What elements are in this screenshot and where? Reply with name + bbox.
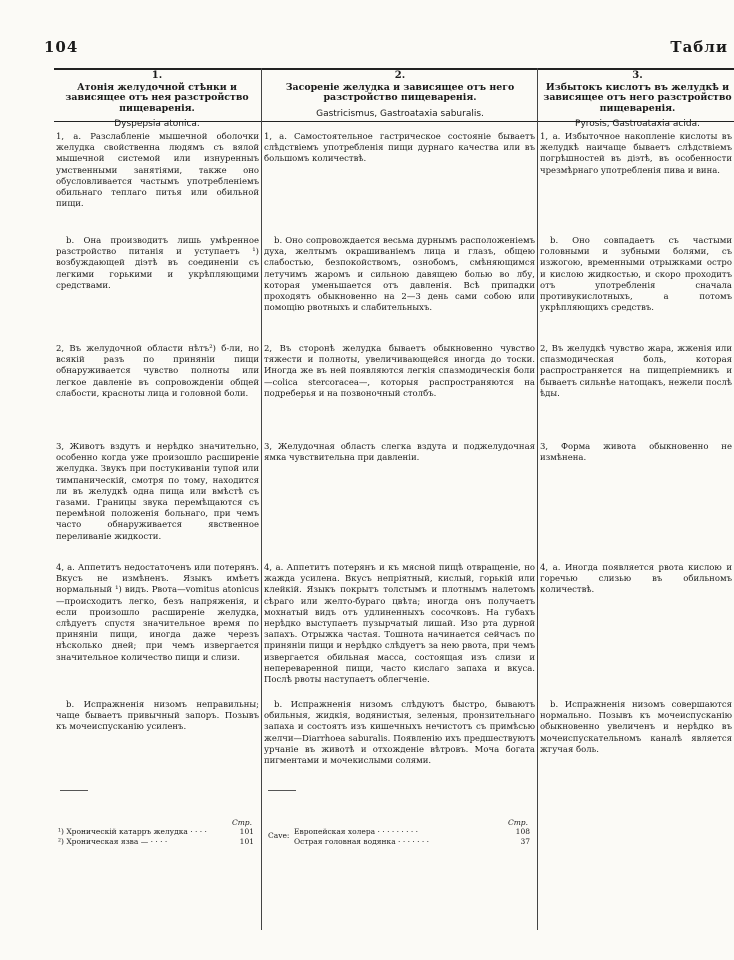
- column-divider: [261, 68, 262, 930]
- table-cell: 4, a. Иногда появляется рвота кислою и горечью слизью въ обильномъ количествѣ.: [540, 563, 732, 596]
- footnote-page: 101: [239, 836, 254, 846]
- table-cell: b. Оно совпадаетъ съ частыми головными и зубными болями, съ изжогою, временными отрыжками остро и кислою жидкостью, и скоро проходитъ отъ употребленія сначала противукислотныхъ, а потомъ укрѣпляющихъ средствъ.: [540, 236, 732, 314]
- footnote-text: ¹) Хроническій катарръ желудка · · · ·: [58, 827, 207, 837]
- cave-block: [268, 827, 530, 846]
- table-cell: 2, Въ желудкѣ чувство жара, жженія или спазмодическая боль, которая распространяется на пищепріемникъ и бываетъ сильнѣе натощакъ, нежели послѣ ѣды.: [540, 344, 732, 399]
- footnote-item: [294, 827, 530, 836]
- footnote-text: Европейская холера · · · · · · · · ·: [294, 827, 419, 837]
- column-divider: [537, 68, 538, 930]
- page-ref-label: Стр.: [231, 818, 252, 827]
- footnote-page: 108: [515, 827, 530, 837]
- table-cell: b. Она производитъ лишь умѣренное разстройство питанія и уступаетъ ¹) возбуждающей діэтѣ въ соединеніи съ легкими горькими и укрѣпляющими средствами.: [56, 236, 259, 291]
- symptom-table: [54, 68, 734, 960]
- table-cell: 3, Животъ вздутъ и нерѣдко значительно, особенно когда уже произошло расширеніе желудка. Звукъ при постукиваніи тупой или тимпаническій, смотря по тому, находится ли въ желудкѣ одна пища или вмѣстѣ съ газами. Границы звука перемѣщаются съ перемѣной положенія больнаго, при чемъ часто обнаруживается явственное переливаніе жидкости.: [56, 442, 259, 542]
- cave-entries: [294, 827, 530, 846]
- footnotes-right: [268, 818, 530, 846]
- table-cell: b. Испражненія низомъ неправильны; чаще бываетъ привычный запоръ. Позывъ къ мочеиспусканію усиленъ.: [56, 700, 259, 733]
- running-head: Табли: [670, 38, 728, 56]
- table-cell: 1, a. Самостоятельное гастрическое состояніе бываетъ слѣдствіемъ употребленія пищи дурнаго качества или въ большомъ количествѣ.: [264, 132, 535, 165]
- table-cell: b. Испражненія низомъ слѣдуютъ быстро, бываютъ обильныя, жидкія, водянистыя, зеленыя, пронзительнаго запаха и состоятъ изъ кишечныхъ нечистотъ съ примѣсью желчи—Diarrhoea saburalis. Появленію ихъ предшествуютъ урчаніе въ животѣ и отхожденіе вѣтровъ. Моча богата пигментами и мочекислыми солями.: [264, 700, 535, 767]
- table-cell: 3, Форма живота обыкновенно не измѣнена.: [540, 442, 732, 464]
- table-cell: 2, Въ желудочной области нѣтъ²) б-ли, но всякій разъ по приняніи пищи обнаруживается чувство полноты или легкое давленіе въ сопровожденіи общей слабости, красноты лица и головной боли.: [56, 344, 259, 399]
- footnote-rule: [60, 790, 88, 791]
- column-heading-2: [266, 71, 534, 119]
- table-cell: 1, a. Разслабленіе мышечной оболочки желудка свойственна людямъ съ вялой мышечной системой или изнуренныъ умственными занятіями, также оно обусловливается частымъ употребленіемъ обильнаго теплаго питья или обильной пищи.: [56, 132, 259, 210]
- table-cell: 4, a. Аппетитъ потерянъ и къ мясной пищѣ отвращеніе, но жажда усилена. Вкусъ непріятный, кислый, горькій или клейкій. Языкъ покрытъ толстымъ и плотнымъ налетомъ сѣраго или желто-бураго цвѣта; иногда онъ получаетъ мохнатый видъ отъ удлиненныхъ сосочковъ. На губахъ нерѣдко выступаетъ пузырчатый лишай. Изо рта дурной запахъ. Отрыжка частая. Тошнота начинается сейчасъ по приняніи пищи и нерѣдко слѣдуетъ за нею рвота, при чемъ извергается обильная масса, состоящая изъ слизи и непереваренной пищи, часто кислаго запаха и вкуса. Послѣ рвоты наступаетъ облегченіе.: [264, 563, 535, 686]
- table-cell: 1, a. Избыточное накопленіе кислоты въ желудкѣ наичаще бываетъ слѣдствіемъ погрѣшностей въ діэтѣ, въ особенности чрезмѣрнаго употребленія пива и вина.: [540, 132, 732, 176]
- table-cell: 4, a. Аппетитъ недостаточенъ или потерянъ. Вкусъ не измѣненъ. Языкъ имѣетъ нормальный ¹) видъ. Рвота—vomitus atonicus—происходитъ легко, безъ напряженія, и если произошло расширеніе желудка, слѣдуетъ спустя значительное время по приняніи пищи, иногда даже черезъ нѣсколько дней; при чемъ извергается значительное количество пищи и слизи.: [56, 563, 259, 663]
- column-title: Избытокъ кислотъ въ желудкѣ и зависящее отъ него разстройство пищеваренія.: [543, 81, 732, 114]
- column-number: 3.: [632, 70, 643, 81]
- table-cell: b. Оно сопровождается весьма дурнымъ расположеніемъ духа, желтымъ окрашиваніемъ лица и глазъ, общею слабостью, безпокойствомъ, ознобомъ, смѣняющимся летучимъ жаромъ и сильною давящею болью во лбу, которая уменьшается отъ давленія. Всѣ припадки проходятъ обыкновенно на 2—3 день сами собою или помощію рвотныхъ и слабительныхъ.: [264, 236, 535, 314]
- column-number: 2.: [394, 70, 406, 81]
- footnote-item: [58, 837, 254, 846]
- table-cell: 3, Желудочная область слегка вздута и поджелудочная ямка чувствительна при давленіи.: [264, 442, 535, 464]
- table-cell: 2, Въ сторонѣ желудка бываетъ обыкновенно чувство тяжести и полноты, увеличивающейся иногда до тоски. Иногда же въ ней появляются легкія спазмодическія боли—colica stercoracea—, которыя распространяются на подреберья и на позвоночный столбъ.: [264, 344, 535, 399]
- footnote-text: ²) Хроническая язва — · · · ·: [58, 836, 168, 846]
- footnotes-left: [58, 818, 254, 846]
- column-title: Засореніе желудка и зависящее отъ него разстройство пищеваренія.: [285, 81, 515, 103]
- table-cell: b. Испражненія низомъ совершаются нормально. Позывъ къ мочеиспусканію обыкновенно увеличенъ и нерѣдко въ мочеиспускательномъ каналѣ является жгучая боль.: [540, 700, 732, 755]
- column-latin-name: Dyspepsia atonica.: [114, 119, 200, 129]
- cave-label: Cave:: [268, 831, 290, 841]
- column-title: Атонія желудочной стѣнки и зависящее отъ нея разстройство пищеваренія.: [65, 81, 249, 114]
- column-number: 1.: [151, 70, 163, 81]
- page-ref-label: Стр.: [507, 818, 528, 827]
- footnote-rule: [268, 790, 296, 791]
- column-latin-name: Pyrosis, Gastroataxia acida.: [575, 119, 700, 129]
- footnote-item: [58, 827, 254, 836]
- footnote-item: [294, 837, 530, 846]
- footnote-text: Острая головная водянка · · · · · · ·: [294, 836, 430, 846]
- column-latin-name: Gastricismus, Gastroataxia saburalis.: [316, 108, 484, 119]
- footnote-page: 37: [520, 836, 530, 846]
- column-heading-3: [541, 71, 734, 130]
- footnote-page: 101: [239, 827, 254, 837]
- page-number: 104: [44, 38, 79, 56]
- column-heading-1: [56, 71, 258, 130]
